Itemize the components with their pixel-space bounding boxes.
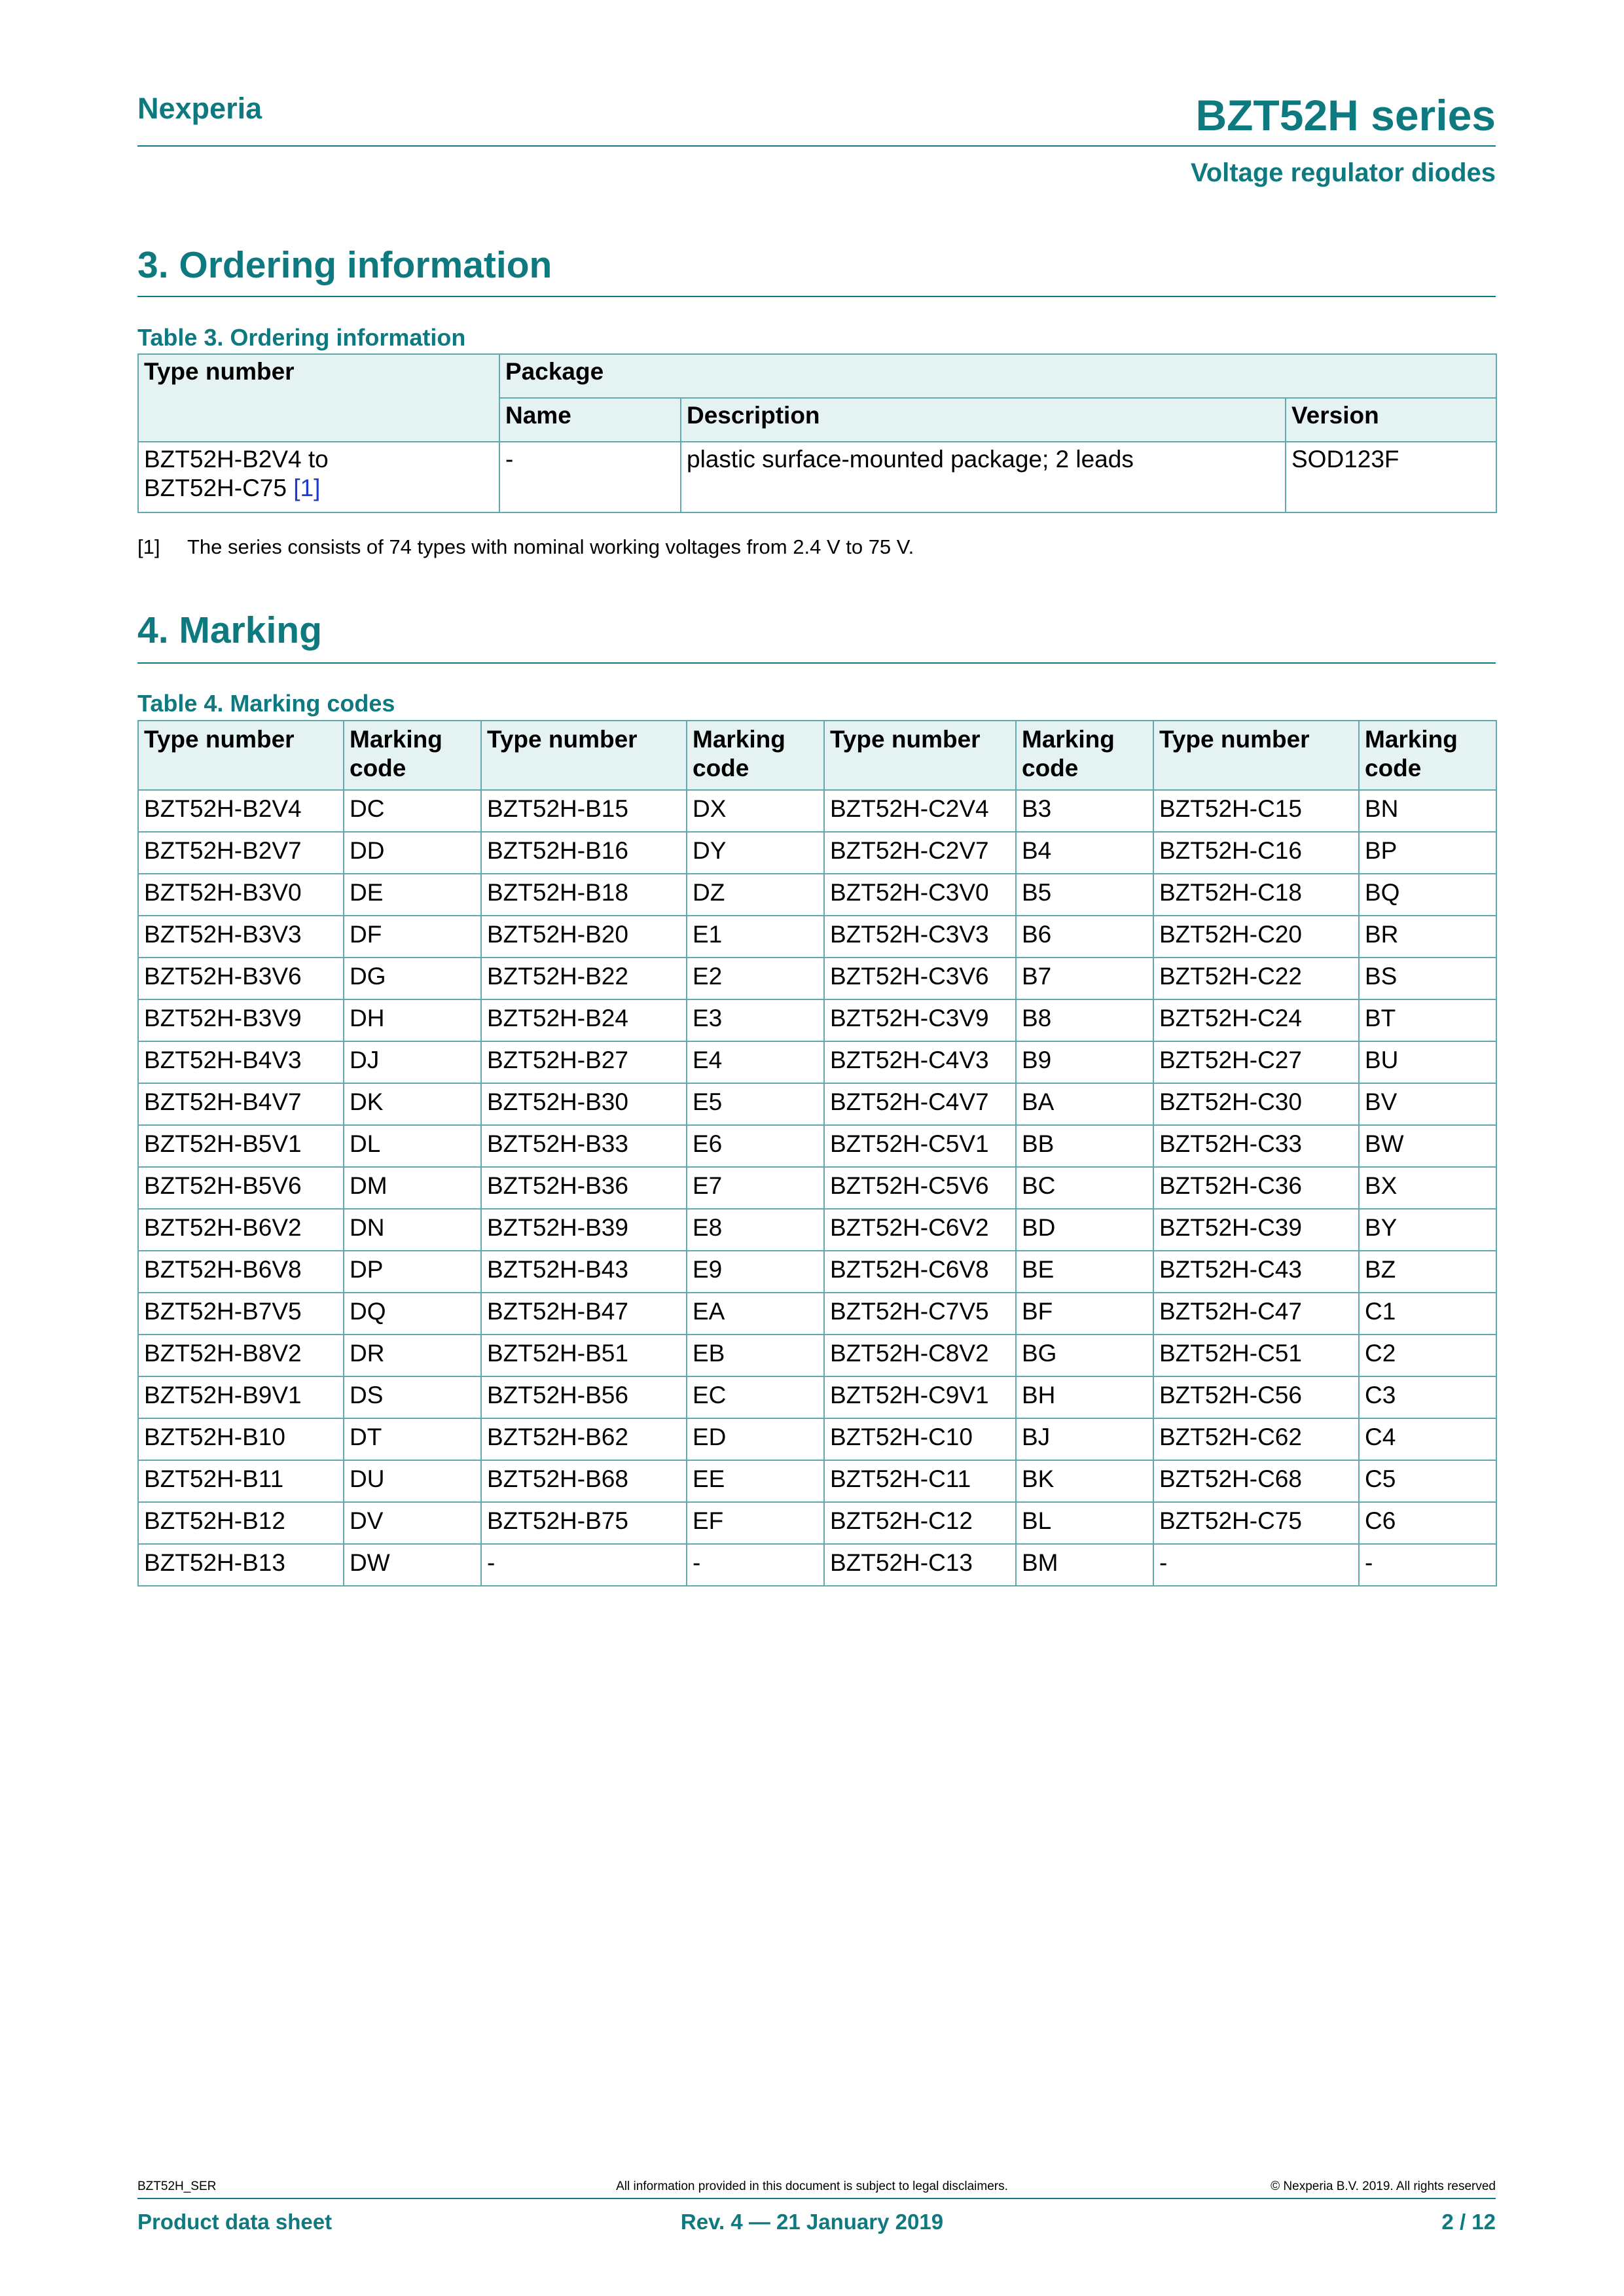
cell-type-number: - [1153,1544,1359,1586]
cell-type-number: BZT52H-B3V0 [138,874,344,916]
cell-type-number: BZT52H-C13 [824,1544,1016,1586]
footer-revision: Rev. 4 — 21 January 2019 [680,2210,944,2234]
header-name: Name [499,398,681,442]
cell-marking-code: B4 [1016,832,1153,874]
section-4-title: 4. Marking [137,609,322,651]
cell-type-number [138,442,499,512]
cell-marking-code: DQ [344,1293,481,1335]
header-marking-code: Marking code [687,721,824,790]
cell-type-number: BZT52H-C5V1 [824,1125,1016,1167]
cell-type-number: BZT52H-B47 [481,1293,687,1335]
cell-type-number: BZT52H-C27 [1153,1041,1359,1083]
cell-marking-code: EC [687,1376,824,1418]
cell-marking-code: B5 [1016,874,1153,916]
cell-marking-code: E6 [687,1125,824,1167]
cell-type-number: BZT52H-B15 [481,790,687,832]
table-row [138,1335,1496,1376]
footnote-number: [1] [137,535,160,558]
cell-marking-code: DV [344,1502,481,1544]
marking-codes-body [138,790,1496,1586]
table-row [138,874,1496,916]
cell-type-number: BZT52H-B43 [481,1251,687,1293]
cell-marking-code: BP [1359,832,1496,874]
cell-type-number: BZT52H-B56 [481,1376,687,1418]
footer-divider [137,2198,1496,2199]
table-row [138,442,1496,512]
footer-page-number: 2 / 12 [1441,2210,1496,2234]
cell-marking-code: BN [1359,790,1496,832]
cell-marking-code: BC [1016,1167,1153,1209]
header-marking-code: Marking code [344,721,481,790]
section-3-title: 3. Ordering information [137,244,552,286]
table-row [138,1209,1496,1251]
cell-marking-code: DP [344,1251,481,1293]
cell-type-number: BZT52H-B3V9 [138,999,344,1041]
cell-marking-code: E7 [687,1167,824,1209]
cell-marking-code: E4 [687,1041,824,1083]
cell-marking-code: BR [1359,916,1496,958]
cell-type-number: BZT52H-B3V6 [138,958,344,999]
document-title: BZT52H series [1195,91,1496,139]
cell-marking-code: DF [344,916,481,958]
cell-marking-code: DM [344,1167,481,1209]
table-4-caption: Table 4. Marking codes [137,690,395,717]
table-row [138,958,1496,999]
cell-marking-code: BZ [1359,1251,1496,1293]
cell-type-number: BZT52H-C30 [1153,1083,1359,1125]
cell-marking-code: C2 [1359,1335,1496,1376]
cell-type-number: BZT52H-B2V4 [138,790,344,832]
table-header-row [138,721,1496,790]
cell-type-number: BZT52H-C43 [1153,1251,1359,1293]
cell-type-number: BZT52H-C9V1 [824,1376,1016,1418]
cell-name: - [499,442,681,512]
cell-marking-code: BJ [1016,1418,1153,1460]
cell-type-number: BZT52H-C3V6 [824,958,1016,999]
cell-marking-code: EB [687,1335,824,1376]
cell-marking-code: DY [687,832,824,874]
cell-marking-code: DT [344,1418,481,1460]
cell-marking-code: E8 [687,1209,824,1251]
cell-type-number: BZT52H-C51 [1153,1335,1359,1376]
cell-type-number: BZT52H-C75 [1153,1502,1359,1544]
table-row [138,1083,1496,1125]
header-type-number: Type number [138,354,499,442]
table-row [138,1251,1496,1293]
table-row [138,1293,1496,1335]
cell-type-number: BZT52H-B16 [481,832,687,874]
table-row [138,916,1496,958]
cell-type-number: BZT52H-C24 [1153,999,1359,1041]
cell-type-number: BZT52H-B36 [481,1167,687,1209]
cell-marking-code: - [1359,1544,1496,1586]
cell-type-number: BZT52H-C2V7 [824,832,1016,874]
cell-marking-code: BM [1016,1544,1153,1586]
cell-type-number: BZT52H-C18 [1153,874,1359,916]
cell-type-number: BZT52H-C36 [1153,1167,1359,1209]
cell-type-number: BZT52H-B24 [481,999,687,1041]
cell-marking-code: BB [1016,1125,1153,1167]
table-row [138,1544,1496,1586]
cell-type-number: BZT52H-C22 [1153,958,1359,999]
brand-name: Nexperia [137,92,262,125]
cell-type-number: BZT52H-C4V3 [824,1041,1016,1083]
cell-marking-code: B6 [1016,916,1153,958]
cell-marking-code: EF [687,1502,824,1544]
cell-type-number: BZT52H-C39 [1153,1209,1359,1251]
cell-type-number: BZT52H-B18 [481,874,687,916]
cell-marking-code: BU [1359,1041,1496,1083]
cell-type-number: BZT52H-C8V2 [824,1335,1016,1376]
cell-marking-code: E9 [687,1251,824,1293]
cell-marking-code: BF [1016,1293,1153,1335]
header-version: Version [1286,398,1496,442]
cell-marking-code: B8 [1016,999,1153,1041]
footer-document-type: Product data sheet [137,2210,333,2234]
cell-type-number: BZT52H-C6V8 [824,1251,1016,1293]
cell-type-number: BZT52H-B11 [138,1460,344,1502]
cell-type-number: BZT52H-B30 [481,1083,687,1125]
cell-marking-code: DK [344,1083,481,1125]
cell-type-number: BZT52H-B9V1 [138,1376,344,1418]
table-row [138,832,1496,874]
cell-type-number: BZT52H-C12 [824,1502,1016,1544]
header-divider [137,145,1496,147]
footer-disclaimer: All information provided in this document is subject to legal disclaimers. [616,2179,1008,2193]
cell-type-number: BZT52H-C68 [1153,1460,1359,1502]
cell-marking-code: DW [344,1544,481,1586]
cell-marking-code: C3 [1359,1376,1496,1418]
cell-type-number: BZT52H-B6V2 [138,1209,344,1251]
cell-marking-code: BW [1359,1125,1496,1167]
cell-version: SOD123F [1286,442,1496,512]
cell-type-number: BZT52H-C16 [1153,832,1359,874]
cell-type-number: BZT52H-B12 [138,1502,344,1544]
cell-type-number: BZT52H-B4V3 [138,1041,344,1083]
footnote-text: The series consists of 74 types with nominal working voltages from 2.4 V to 75 V. [187,535,914,558]
cell-type-number: BZT52H-B7V5 [138,1293,344,1335]
cell-marking-code: - [687,1544,824,1586]
cell-marking-code: DH [344,999,481,1041]
table-row [138,1418,1496,1460]
cell-marking-code: BA [1016,1083,1153,1125]
cell-marking-code: BK [1016,1460,1153,1502]
section-3-divider [137,296,1496,297]
table-row [138,1041,1496,1083]
table-3-footnote [137,535,914,559]
cell-marking-code: DD [344,832,481,874]
footer-document-id: BZT52H_SER [137,2179,217,2193]
table-header-row [138,354,1496,398]
cell-type-number: BZT52H-C33 [1153,1125,1359,1167]
cell-type-number: BZT52H-B4V7 [138,1083,344,1125]
cell-marking-code: B3 [1016,790,1153,832]
cell-type-number: BZT52H-C3V0 [824,874,1016,916]
header-type-number: Type number [1153,721,1359,790]
cell-marking-code: C5 [1359,1460,1496,1502]
cell-type-number: BZT52H-B51 [481,1335,687,1376]
cell-type-number: BZT52H-B8V2 [138,1335,344,1376]
header-type-number: Type number [481,721,687,790]
cell-marking-code: DU [344,1460,481,1502]
footnote-reference-link[interactable]: [1] [293,475,321,502]
cell-type-number: BZT52H-C3V3 [824,916,1016,958]
cell-marking-code: DZ [687,874,824,916]
cell-marking-code: C4 [1359,1418,1496,1460]
cell-marking-code: DR [344,1335,481,1376]
cell-marking-code: BE [1016,1251,1153,1293]
cell-marking-code: DG [344,958,481,999]
table-row [138,1502,1496,1544]
cell-marking-code: E2 [687,958,824,999]
type-range-start: BZT52H-B2V4 to [144,446,329,473]
footer-copyright: © Nexperia B.V. 2019. All rights reserved [1271,2179,1496,2193]
cell-type-number: BZT52H-C15 [1153,790,1359,832]
document-subtitle: Voltage regulator diodes [1191,158,1496,187]
cell-type-number: BZT52H-C10 [824,1418,1016,1460]
table-row [138,999,1496,1041]
cell-marking-code: BG [1016,1335,1153,1376]
cell-marking-code: E5 [687,1083,824,1125]
cell-marking-code: DN [344,1209,481,1251]
cell-type-number: BZT52H-C4V7 [824,1083,1016,1125]
cell-marking-code: C1 [1359,1293,1496,1335]
header-type-number: Type number [138,721,344,790]
cell-marking-code: BH [1016,1376,1153,1418]
cell-type-number: BZT52H-B5V1 [138,1125,344,1167]
type-range-end: BZT52H-C75 [144,475,287,502]
cell-marking-code: DE [344,874,481,916]
cell-type-number: BZT52H-C20 [1153,916,1359,958]
cell-type-number: BZT52H-B6V8 [138,1251,344,1293]
cell-type-number: BZT52H-B5V6 [138,1167,344,1209]
cell-type-number: BZT52H-C5V6 [824,1167,1016,1209]
cell-type-number: BZT52H-B33 [481,1125,687,1167]
cell-type-number: BZT52H-C47 [1153,1293,1359,1335]
cell-marking-code: DL [344,1125,481,1167]
cell-type-number: BZT52H-C62 [1153,1418,1359,1460]
cell-marking-code: DX [687,790,824,832]
cell-type-number: BZT52H-C11 [824,1460,1016,1502]
cell-marking-code: E1 [687,916,824,958]
cell-type-number: BZT52H-B22 [481,958,687,999]
cell-marking-code: EE [687,1460,824,1502]
cell-type-number: BZT52H-C7V5 [824,1293,1016,1335]
cell-marking-code: BQ [1359,874,1496,916]
cell-type-number: BZT52H-B68 [481,1460,687,1502]
header-type-number: Type number [824,721,1016,790]
cell-type-number: BZT52H-B3V3 [138,916,344,958]
cell-type-number: BZT52H-B62 [481,1418,687,1460]
cell-type-number: BZT52H-B10 [138,1418,344,1460]
cell-marking-code: DS [344,1376,481,1418]
cell-type-number: BZT52H-B75 [481,1502,687,1544]
cell-marking-code: E3 [687,999,824,1041]
marking-codes-table [137,720,1497,1587]
cell-type-number: BZT52H-B2V7 [138,832,344,874]
ordering-information-table [137,353,1497,513]
cell-marking-code: B7 [1016,958,1153,999]
header-package: Package [499,354,1496,398]
table-row [138,1167,1496,1209]
header-marking-code: Marking code [1359,721,1496,790]
cell-type-number: BZT52H-B27 [481,1041,687,1083]
cell-marking-code: DC [344,790,481,832]
cell-marking-code: ED [687,1418,824,1460]
cell-marking-code: BD [1016,1209,1153,1251]
cell-type-number: BZT52H-B20 [481,916,687,958]
cell-marking-code: EA [687,1293,824,1335]
cell-marking-code: BY [1359,1209,1496,1251]
cell-marking-code: BL [1016,1502,1153,1544]
cell-type-number: - [481,1544,687,1586]
cell-marking-code: BT [1359,999,1496,1041]
table-3-caption: Table 3. Ordering information [137,324,466,351]
cell-marking-code: B9 [1016,1041,1153,1083]
cell-marking-code: BX [1359,1167,1496,1209]
cell-type-number: BZT52H-B39 [481,1209,687,1251]
cell-marking-code: BS [1359,958,1496,999]
cell-type-number: BZT52H-C6V2 [824,1209,1016,1251]
cell-type-number: BZT52H-B13 [138,1544,344,1586]
header-description: Description [681,398,1286,442]
table-row [138,1125,1496,1167]
cell-type-number: BZT52H-C56 [1153,1376,1359,1418]
cell-type-number: BZT52H-C2V4 [824,790,1016,832]
cell-marking-code: DJ [344,1041,481,1083]
table-row [138,1376,1496,1418]
header-marking-code: Marking code [1016,721,1153,790]
cell-type-number: BZT52H-C3V9 [824,999,1016,1041]
section-4-divider [137,662,1496,664]
cell-marking-code: C6 [1359,1502,1496,1544]
cell-marking-code: BV [1359,1083,1496,1125]
table-row [138,1460,1496,1502]
table-row [138,790,1496,832]
cell-description: plastic surface-mounted package; 2 leads [681,442,1286,512]
